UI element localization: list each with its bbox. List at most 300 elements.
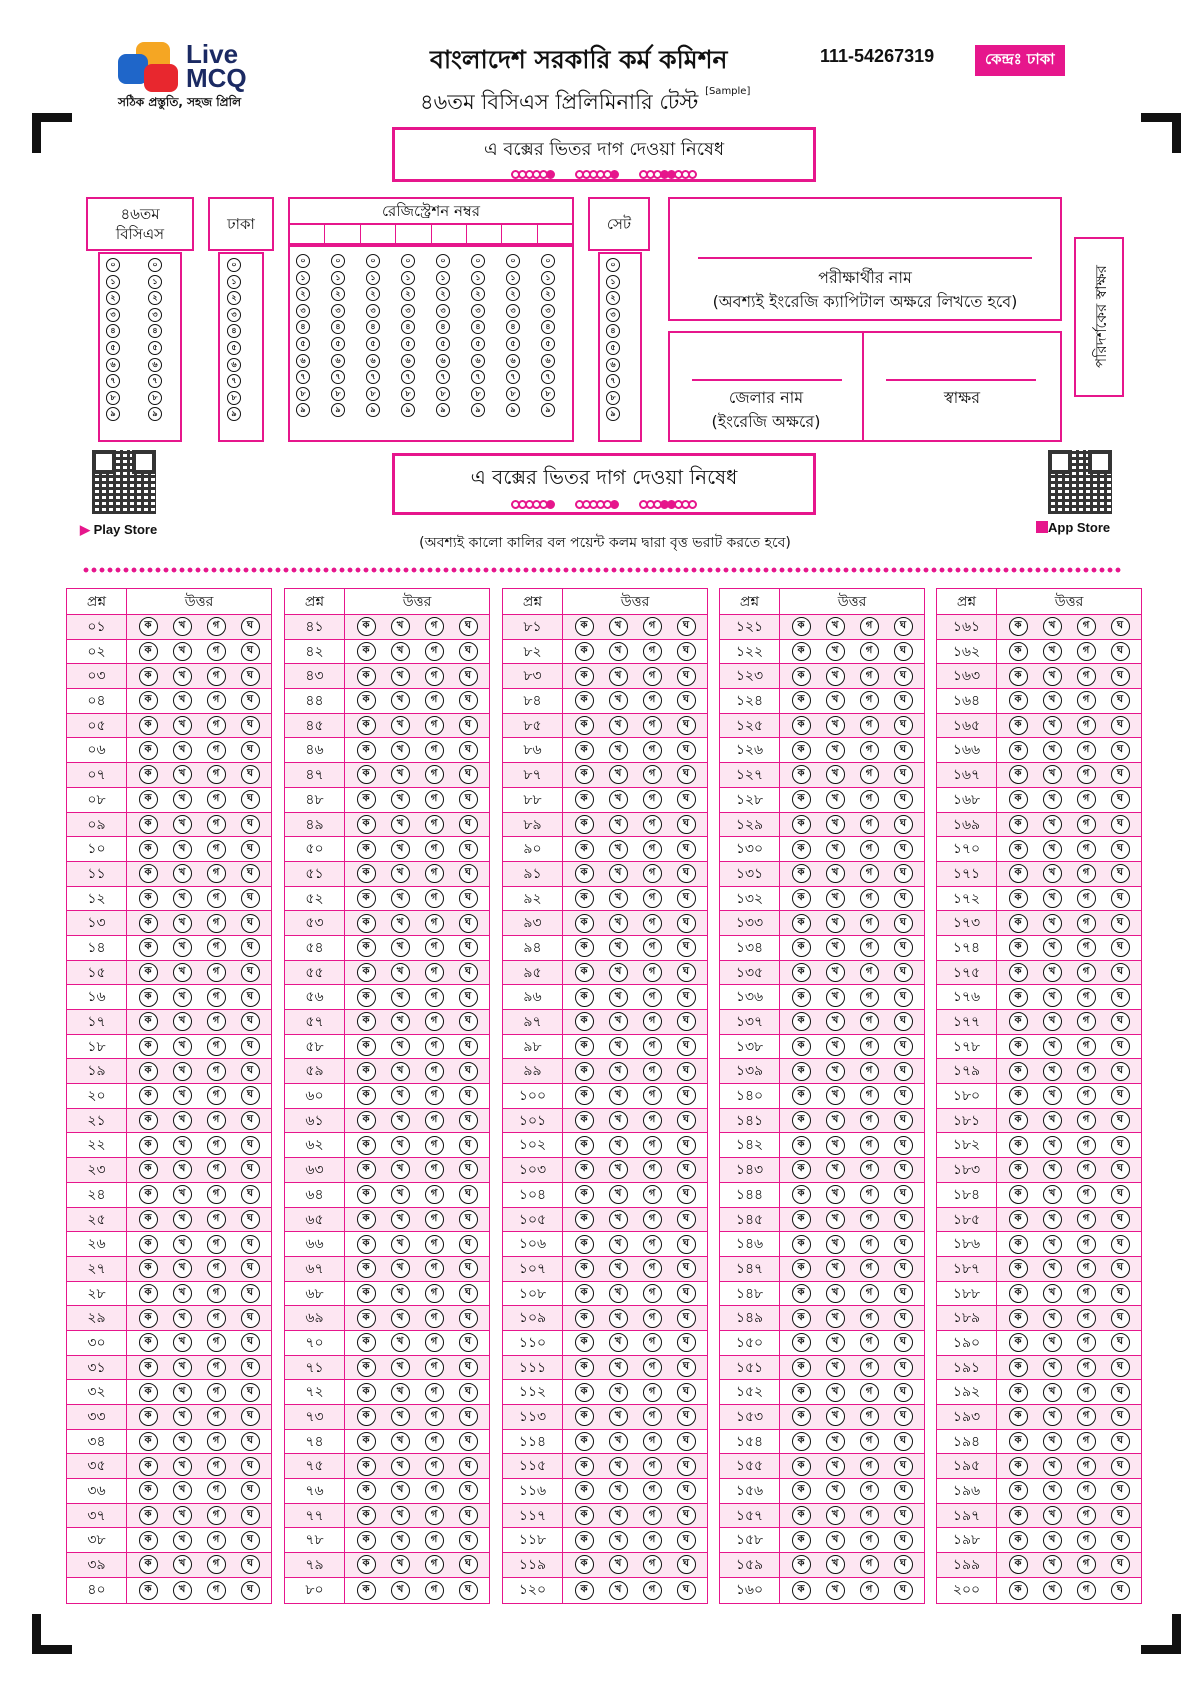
option-bubble[interactable]: ঘ: [241, 1086, 260, 1105]
option-bubble[interactable]: ঘ: [459, 741, 478, 760]
option-bubble[interactable]: ক: [575, 1309, 594, 1328]
option-bubble[interactable]: খ: [173, 1309, 192, 1328]
option-bubble[interactable]: খ: [826, 1037, 845, 1056]
option-bubble[interactable]: গ: [425, 1555, 444, 1574]
option-bubble[interactable]: ক: [575, 691, 594, 710]
option-bubble[interactable]: ঘ: [677, 1160, 696, 1179]
option-bubble[interactable]: গ: [1077, 642, 1096, 661]
option-bubble[interactable]: গ: [643, 1506, 662, 1525]
option-bubble[interactable]: ক: [357, 741, 376, 760]
option-bubble[interactable]: খ: [609, 1358, 628, 1377]
option-bubble[interactable]: ঘ: [894, 1506, 913, 1525]
digit-bubble[interactable]: ৮: [541, 387, 555, 401]
option-bubble[interactable]: ক: [792, 642, 811, 661]
option-bubble[interactable]: গ: [207, 1481, 226, 1500]
option-bubble[interactable]: গ: [425, 889, 444, 908]
option-bubble[interactable]: খ: [173, 617, 192, 636]
option-bubble[interactable]: ঘ: [241, 1309, 260, 1328]
option-bubble[interactable]: খ: [1043, 1581, 1062, 1600]
digit-bubble[interactable]: ৫: [506, 337, 520, 351]
option-bubble[interactable]: খ: [391, 1358, 410, 1377]
digit-bubble[interactable]: ৯: [401, 403, 415, 417]
option-bubble[interactable]: খ: [391, 1383, 410, 1402]
option-bubble[interactable]: ক: [575, 790, 594, 809]
option-bubble[interactable]: ঘ: [677, 1432, 696, 1451]
option-bubble[interactable]: ক: [792, 1358, 811, 1377]
option-bubble[interactable]: গ: [207, 1383, 226, 1402]
digit-bubble[interactable]: ৬: [471, 354, 485, 368]
option-bubble[interactable]: খ: [173, 1481, 192, 1500]
option-bubble[interactable]: খ: [609, 963, 628, 982]
option-bubble[interactable]: ঘ: [241, 642, 260, 661]
digit-bubble[interactable]: ১: [606, 275, 620, 289]
option-bubble[interactable]: খ: [173, 864, 192, 883]
digit-bubble[interactable]: ০: [471, 254, 485, 268]
option-bubble[interactable]: গ: [860, 1012, 879, 1031]
option-bubble[interactable]: ঘ: [1111, 938, 1130, 957]
option-bubble[interactable]: খ: [391, 1309, 410, 1328]
option-bubble[interactable]: ঘ: [677, 1136, 696, 1155]
option-bubble[interactable]: খ: [826, 1309, 845, 1328]
option-bubble[interactable]: গ: [1077, 815, 1096, 834]
option-bubble[interactable]: গ: [425, 988, 444, 1007]
option-bubble[interactable]: ঘ: [1111, 1235, 1130, 1254]
option-bubble[interactable]: ঘ: [459, 716, 478, 735]
option-bubble[interactable]: খ: [173, 963, 192, 982]
digit-bubble[interactable]: ৩: [106, 308, 120, 322]
option-bubble[interactable]: ঘ: [1111, 1309, 1130, 1328]
option-bubble[interactable]: খ: [1043, 1407, 1062, 1426]
option-bubble[interactable]: খ: [1043, 1555, 1062, 1574]
option-bubble[interactable]: ক: [357, 790, 376, 809]
option-bubble[interactable]: খ: [391, 1407, 410, 1426]
option-bubble[interactable]: গ: [425, 1235, 444, 1254]
option-bubble[interactable]: ক: [792, 1210, 811, 1229]
digit-bubble[interactable]: ৯: [296, 403, 310, 417]
option-bubble[interactable]: খ: [173, 1062, 192, 1081]
option-bubble[interactable]: ক: [1009, 1383, 1028, 1402]
option-bubble[interactable]: ঘ: [894, 1086, 913, 1105]
option-bubble[interactable]: ঘ: [459, 790, 478, 809]
option-bubble[interactable]: ঘ: [677, 1309, 696, 1328]
option-bubble[interactable]: ঘ: [241, 691, 260, 710]
option-bubble[interactable]: ক: [139, 1481, 158, 1500]
option-bubble[interactable]: ক: [1009, 667, 1028, 686]
option-bubble[interactable]: গ: [860, 1358, 879, 1377]
digit-bubble[interactable]: ১: [227, 275, 241, 289]
option-bubble[interactable]: গ: [643, 765, 662, 784]
option-bubble[interactable]: গ: [643, 1037, 662, 1056]
digit-bubble[interactable]: ৮: [106, 391, 120, 405]
option-bubble[interactable]: ঘ: [459, 864, 478, 883]
digit-bubble[interactable]: ৯: [541, 403, 555, 417]
option-bubble[interactable]: ঘ: [459, 988, 478, 1007]
option-bubble[interactable]: ঘ: [1111, 1481, 1130, 1500]
digit-bubble[interactable]: ২: [331, 287, 345, 301]
option-bubble[interactable]: গ: [860, 1383, 879, 1402]
option-bubble[interactable]: ক: [357, 1012, 376, 1031]
option-bubble[interactable]: গ: [207, 1037, 226, 1056]
option-bubble[interactable]: ক: [357, 963, 376, 982]
option-bubble[interactable]: গ: [860, 1210, 879, 1229]
option-bubble[interactable]: গ: [207, 889, 226, 908]
option-bubble[interactable]: ঘ: [241, 1407, 260, 1426]
option-bubble[interactable]: ক: [139, 1012, 158, 1031]
option-bubble[interactable]: ঘ: [677, 1506, 696, 1525]
option-bubble[interactable]: খ: [391, 840, 410, 859]
option-bubble[interactable]: ঘ: [459, 1062, 478, 1081]
option-bubble[interactable]: ঘ: [894, 617, 913, 636]
option-bubble[interactable]: খ: [826, 988, 845, 1007]
option-bubble[interactable]: গ: [643, 1185, 662, 1204]
digit-bubble[interactable]: ৫: [366, 337, 380, 351]
option-bubble[interactable]: গ: [860, 938, 879, 957]
digit-bubble[interactable]: ২: [227, 291, 241, 305]
digit-bubble[interactable]: ৬: [331, 354, 345, 368]
option-bubble[interactable]: ক: [139, 1457, 158, 1476]
option-bubble[interactable]: গ: [643, 1136, 662, 1155]
option-bubble[interactable]: গ: [207, 914, 226, 933]
option-bubble[interactable]: ক: [139, 914, 158, 933]
digit-bubble[interactable]: ১: [506, 271, 520, 285]
option-bubble[interactable]: ক: [357, 840, 376, 859]
option-bubble[interactable]: ঘ: [894, 1136, 913, 1155]
option-bubble[interactable]: ক: [139, 741, 158, 760]
digit-bubble[interactable]: ৩: [296, 304, 310, 318]
option-bubble[interactable]: ক: [575, 1160, 594, 1179]
option-bubble[interactable]: গ: [207, 765, 226, 784]
option-bubble[interactable]: ক: [1009, 1160, 1028, 1179]
option-bubble[interactable]: গ: [1077, 1358, 1096, 1377]
option-bubble[interactable]: ঘ: [1111, 1136, 1130, 1155]
option-bubble[interactable]: ক: [1009, 1333, 1028, 1352]
digit-bubble[interactable]: ৫: [227, 341, 241, 355]
option-bubble[interactable]: খ: [609, 1185, 628, 1204]
option-bubble[interactable]: ঘ: [894, 1160, 913, 1179]
digit-bubble[interactable]: ৩: [366, 304, 380, 318]
option-bubble[interactable]: ঘ: [677, 963, 696, 982]
option-bubble[interactable]: ক: [792, 1235, 811, 1254]
option-bubble[interactable]: ঘ: [459, 1457, 478, 1476]
option-bubble[interactable]: খ: [826, 1407, 845, 1426]
option-bubble[interactable]: ক: [1009, 840, 1028, 859]
option-bubble[interactable]: খ: [1043, 790, 1062, 809]
option-bubble[interactable]: ঘ: [1111, 1210, 1130, 1229]
option-bubble[interactable]: খ: [1043, 1037, 1062, 1056]
option-bubble[interactable]: ক: [139, 1235, 158, 1254]
option-bubble[interactable]: ঘ: [241, 1555, 260, 1574]
option-bubble[interactable]: খ: [826, 1531, 845, 1550]
option-bubble[interactable]: গ: [207, 1259, 226, 1278]
option-bubble[interactable]: গ: [425, 790, 444, 809]
option-bubble[interactable]: খ: [173, 1333, 192, 1352]
digit-bubble[interactable]: ৪: [436, 320, 450, 334]
option-bubble[interactable]: খ: [1043, 1358, 1062, 1377]
option-bubble[interactable]: ঘ: [894, 716, 913, 735]
option-bubble[interactable]: ক: [1009, 1037, 1028, 1056]
digit-bubble[interactable]: ৫: [331, 337, 345, 351]
option-bubble[interactable]: খ: [1043, 765, 1062, 784]
option-bubble[interactable]: ঘ: [241, 1160, 260, 1179]
digit-bubble[interactable]: ৯: [506, 403, 520, 417]
option-bubble[interactable]: খ: [391, 963, 410, 982]
option-bubble[interactable]: খ: [391, 1160, 410, 1179]
option-bubble[interactable]: ঘ: [894, 815, 913, 834]
option-bubble[interactable]: গ: [1077, 1037, 1096, 1056]
option-bubble[interactable]: খ: [826, 741, 845, 760]
digit-bubble[interactable]: ৪: [401, 320, 415, 334]
option-bubble[interactable]: গ: [1077, 1531, 1096, 1550]
option-bubble[interactable]: খ: [826, 1284, 845, 1303]
option-bubble[interactable]: গ: [425, 1284, 444, 1303]
option-bubble[interactable]: ক: [1009, 914, 1028, 933]
option-bubble[interactable]: ক: [139, 938, 158, 957]
option-bubble[interactable]: ঘ: [459, 938, 478, 957]
play-store-link[interactable]: ▶ Play Store: [80, 522, 158, 537]
option-bubble[interactable]: ঘ: [1111, 963, 1130, 982]
option-bubble[interactable]: খ: [826, 1111, 845, 1130]
option-bubble[interactable]: গ: [425, 617, 444, 636]
option-bubble[interactable]: খ: [609, 1012, 628, 1031]
option-bubble[interactable]: ঘ: [1111, 1531, 1130, 1550]
option-bubble[interactable]: ক: [575, 1062, 594, 1081]
digit-bubble[interactable]: ১: [148, 275, 162, 289]
digit-bubble[interactable]: ০: [148, 258, 162, 272]
option-bubble[interactable]: গ: [207, 1333, 226, 1352]
option-bubble[interactable]: ঘ: [459, 617, 478, 636]
option-bubble[interactable]: ঘ: [241, 617, 260, 636]
option-bubble[interactable]: ঘ: [1111, 1012, 1130, 1031]
option-bubble[interactable]: ঘ: [241, 1333, 260, 1352]
option-bubble[interactable]: গ: [425, 840, 444, 859]
digit-bubble[interactable]: ৭: [148, 374, 162, 388]
option-bubble[interactable]: ঘ: [1111, 1037, 1130, 1056]
option-bubble[interactable]: ঘ: [459, 667, 478, 686]
option-bubble[interactable]: ক: [357, 691, 376, 710]
option-bubble[interactable]: ক: [792, 864, 811, 883]
option-bubble[interactable]: খ: [609, 741, 628, 760]
option-bubble[interactable]: খ: [609, 1235, 628, 1254]
option-bubble[interactable]: ক: [357, 642, 376, 661]
option-bubble[interactable]: ক: [575, 1506, 594, 1525]
option-bubble[interactable]: ঘ: [459, 963, 478, 982]
option-bubble[interactable]: ক: [792, 691, 811, 710]
digit-bubble[interactable]: ২: [506, 287, 520, 301]
option-bubble[interactable]: খ: [826, 1185, 845, 1204]
option-bubble[interactable]: ক: [792, 938, 811, 957]
option-bubble[interactable]: ক: [139, 1259, 158, 1278]
option-bubble[interactable]: ঘ: [677, 864, 696, 883]
option-bubble[interactable]: গ: [207, 691, 226, 710]
option-bubble[interactable]: ঘ: [241, 1259, 260, 1278]
option-bubble[interactable]: ক: [139, 617, 158, 636]
option-bubble[interactable]: গ: [425, 914, 444, 933]
digit-bubble[interactable]: ২: [541, 287, 555, 301]
option-bubble[interactable]: ক: [1009, 1235, 1028, 1254]
option-bubble[interactable]: ঘ: [894, 938, 913, 957]
option-bubble[interactable]: ক: [139, 1506, 158, 1525]
option-bubble[interactable]: ঘ: [894, 1062, 913, 1081]
option-bubble[interactable]: খ: [609, 1062, 628, 1081]
digit-bubble[interactable]: ০: [436, 254, 450, 268]
digit-bubble[interactable]: ০: [541, 254, 555, 268]
option-bubble[interactable]: ক: [357, 1531, 376, 1550]
digit-bubble[interactable]: ৯: [471, 403, 485, 417]
option-bubble[interactable]: গ: [1077, 1457, 1096, 1476]
option-bubble[interactable]: ঘ: [241, 988, 260, 1007]
option-bubble[interactable]: খ: [391, 1531, 410, 1550]
option-bubble[interactable]: ক: [792, 1432, 811, 1451]
option-bubble[interactable]: গ: [643, 1160, 662, 1179]
option-bubble[interactable]: ক: [792, 1457, 811, 1476]
option-bubble[interactable]: ক: [139, 667, 158, 686]
option-bubble[interactable]: ক: [792, 1581, 811, 1600]
option-bubble[interactable]: ঘ: [459, 889, 478, 908]
option-bubble[interactable]: খ: [1043, 1160, 1062, 1179]
option-bubble[interactable]: ঘ: [241, 1457, 260, 1476]
option-bubble[interactable]: ঘ: [241, 765, 260, 784]
option-bubble[interactable]: ঘ: [1111, 790, 1130, 809]
option-bubble[interactable]: ঘ: [241, 840, 260, 859]
option-bubble[interactable]: ঘ: [241, 1012, 260, 1031]
digit-bubble[interactable]: ৫: [148, 341, 162, 355]
option-bubble[interactable]: গ: [643, 1309, 662, 1328]
digit-bubble[interactable]: ৬: [227, 358, 241, 372]
digit-bubble[interactable]: ৭: [296, 370, 310, 384]
digit-bubble[interactable]: ৫: [471, 337, 485, 351]
option-bubble[interactable]: ঘ: [894, 741, 913, 760]
option-bubble[interactable]: গ: [1077, 1432, 1096, 1451]
option-bubble[interactable]: গ: [1077, 667, 1096, 686]
digit-bubble[interactable]: ০: [106, 258, 120, 272]
option-bubble[interactable]: খ: [173, 1210, 192, 1229]
option-bubble[interactable]: ক: [792, 889, 811, 908]
option-bubble[interactable]: ক: [575, 1111, 594, 1130]
option-bubble[interactable]: ঘ: [241, 864, 260, 883]
option-bubble[interactable]: ঘ: [894, 1531, 913, 1550]
option-bubble[interactable]: খ: [173, 1160, 192, 1179]
option-bubble[interactable]: ক: [1009, 1136, 1028, 1155]
option-bubble[interactable]: ঘ: [894, 1333, 913, 1352]
option-bubble[interactable]: গ: [1077, 765, 1096, 784]
digit-bubble[interactable]: ৬: [506, 354, 520, 368]
option-bubble[interactable]: ক: [1009, 864, 1028, 883]
option-bubble[interactable]: গ: [860, 642, 879, 661]
option-bubble[interactable]: ঘ: [677, 1111, 696, 1130]
option-bubble[interactable]: ঘ: [1111, 1358, 1130, 1377]
option-bubble[interactable]: গ: [860, 1457, 879, 1476]
option-bubble[interactable]: ক: [139, 790, 158, 809]
option-bubble[interactable]: ঘ: [677, 938, 696, 957]
option-bubble[interactable]: খ: [826, 1235, 845, 1254]
option-bubble[interactable]: ঘ: [677, 840, 696, 859]
digit-bubble[interactable]: ৫: [436, 337, 450, 351]
option-bubble[interactable]: খ: [609, 815, 628, 834]
digit-bubble[interactable]: ৯: [227, 407, 241, 421]
option-bubble[interactable]: গ: [425, 765, 444, 784]
option-bubble[interactable]: খ: [391, 1581, 410, 1600]
option-bubble[interactable]: ঘ: [459, 691, 478, 710]
option-bubble[interactable]: ক: [575, 938, 594, 957]
option-bubble[interactable]: খ: [609, 1259, 628, 1278]
option-bubble[interactable]: ঘ: [459, 1037, 478, 1056]
option-bubble[interactable]: ঘ: [677, 691, 696, 710]
option-bubble[interactable]: ঘ: [241, 1062, 260, 1081]
option-bubble[interactable]: খ: [609, 1531, 628, 1550]
option-bubble[interactable]: গ: [643, 1407, 662, 1426]
option-bubble[interactable]: ঘ: [894, 840, 913, 859]
option-bubble[interactable]: ঘ: [894, 1358, 913, 1377]
option-bubble[interactable]: গ: [643, 741, 662, 760]
option-bubble[interactable]: ঘ: [677, 1037, 696, 1056]
option-bubble[interactable]: ক: [357, 1062, 376, 1081]
option-bubble[interactable]: ঘ: [1111, 1160, 1130, 1179]
option-bubble[interactable]: গ: [1077, 1284, 1096, 1303]
option-bubble[interactable]: ক: [1009, 1309, 1028, 1328]
option-bubble[interactable]: গ: [860, 617, 879, 636]
option-bubble[interactable]: গ: [1077, 741, 1096, 760]
option-bubble[interactable]: গ: [860, 1037, 879, 1056]
option-bubble[interactable]: খ: [173, 1581, 192, 1600]
option-bubble[interactable]: খ: [173, 889, 192, 908]
option-bubble[interactable]: গ: [1077, 617, 1096, 636]
option-bubble[interactable]: ক: [792, 1160, 811, 1179]
digit-bubble[interactable]: ২: [366, 287, 380, 301]
option-bubble[interactable]: গ: [860, 963, 879, 982]
option-bubble[interactable]: খ: [1043, 1136, 1062, 1155]
option-bubble[interactable]: গ: [1077, 938, 1096, 957]
option-bubble[interactable]: ঘ: [677, 1581, 696, 1600]
option-bubble[interactable]: খ: [609, 1309, 628, 1328]
option-bubble[interactable]: ক: [357, 1086, 376, 1105]
option-bubble[interactable]: গ: [643, 691, 662, 710]
option-bubble[interactable]: গ: [643, 988, 662, 1007]
option-bubble[interactable]: ক: [1009, 963, 1028, 982]
option-bubble[interactable]: খ: [1043, 1210, 1062, 1229]
option-bubble[interactable]: ঘ: [677, 667, 696, 686]
digit-bubble[interactable]: ২: [148, 291, 162, 305]
option-bubble[interactable]: গ: [643, 667, 662, 686]
option-bubble[interactable]: ক: [139, 642, 158, 661]
option-bubble[interactable]: খ: [1043, 1111, 1062, 1130]
option-bubble[interactable]: গ: [1077, 1111, 1096, 1130]
option-bubble[interactable]: গ: [1077, 1481, 1096, 1500]
option-bubble[interactable]: ক: [139, 1333, 158, 1352]
option-bubble[interactable]: ঘ: [894, 1259, 913, 1278]
option-bubble[interactable]: গ: [207, 864, 226, 883]
option-bubble[interactable]: খ: [1043, 1481, 1062, 1500]
option-bubble[interactable]: ক: [139, 1111, 158, 1130]
option-bubble[interactable]: ক: [792, 1309, 811, 1328]
option-bubble[interactable]: ক: [575, 1012, 594, 1031]
option-bubble[interactable]: খ: [609, 1086, 628, 1105]
option-bubble[interactable]: খ: [173, 691, 192, 710]
option-bubble[interactable]: ক: [792, 1284, 811, 1303]
option-bubble[interactable]: খ: [609, 1581, 628, 1600]
option-bubble[interactable]: ঘ: [459, 1136, 478, 1155]
option-bubble[interactable]: গ: [207, 1136, 226, 1155]
option-bubble[interactable]: ঘ: [459, 1259, 478, 1278]
option-bubble[interactable]: ক: [139, 1555, 158, 1574]
option-bubble[interactable]: ক: [357, 1309, 376, 1328]
option-bubble[interactable]: ঘ: [241, 1037, 260, 1056]
digit-bubble[interactable]: ৮: [606, 391, 620, 405]
option-bubble[interactable]: গ: [643, 1012, 662, 1031]
option-bubble[interactable]: ক: [139, 716, 158, 735]
digit-bubble[interactable]: ৪: [331, 320, 345, 334]
option-bubble[interactable]: ঘ: [894, 1284, 913, 1303]
option-bubble[interactable]: ক: [357, 1185, 376, 1204]
